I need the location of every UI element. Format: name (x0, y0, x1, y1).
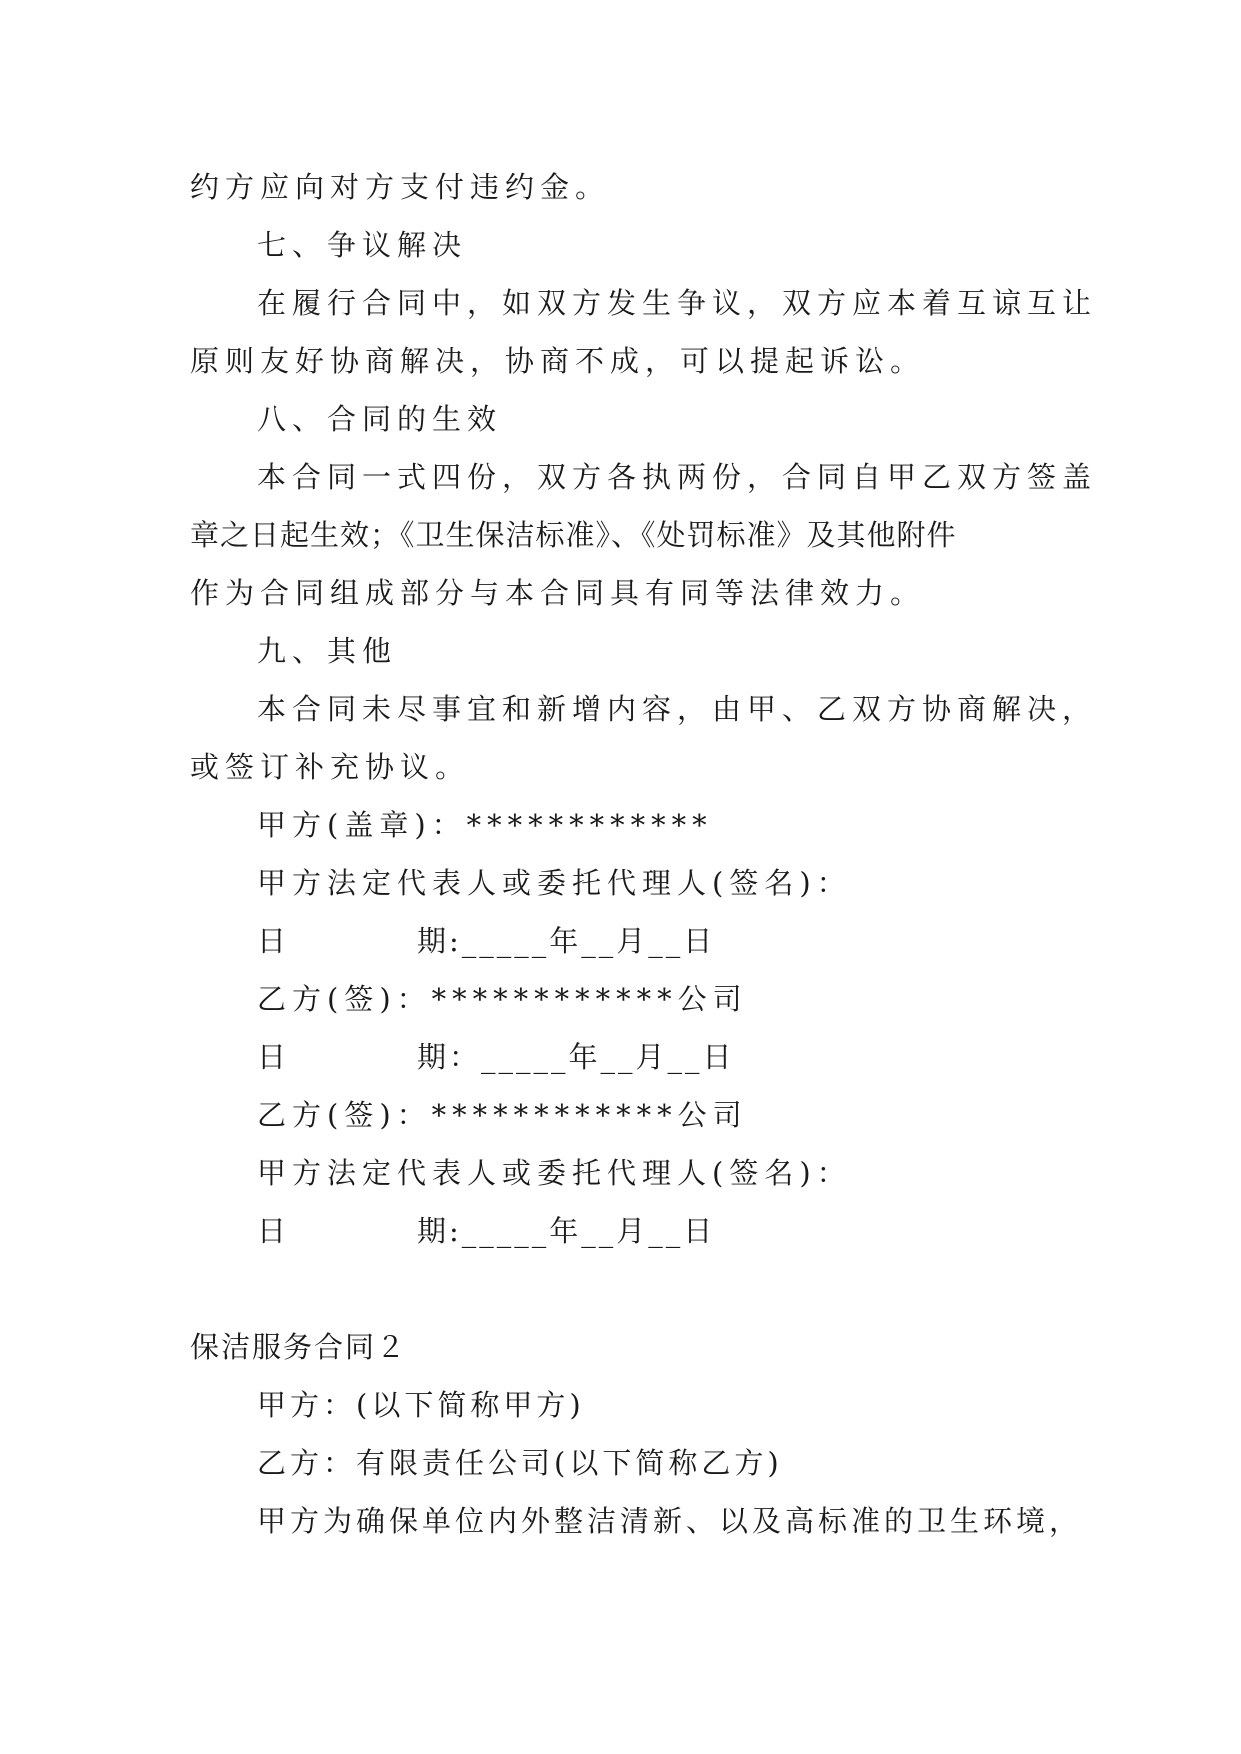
paragraph-line: 约方应向对方支付违约金。 (190, 170, 611, 204)
paragraph-line: 本合同一式四份，双方各执两份，合同自甲乙双方签盖 (257, 460, 1098, 494)
date-line: 日 期:_____年__月__日 (257, 924, 716, 958)
paragraph-line: 或签订补充协议。 (190, 750, 471, 784)
paragraph-line: 作为合同组成部分与本合同具有同等法律效力。 (190, 576, 926, 610)
signature-line: 乙方(签)：************公司 (257, 1098, 748, 1132)
paragraph-line: 在履行合同中，如双方发生争议，双方应本着互谅互让 (257, 286, 1098, 320)
paragraph-line: 章之日起生效；《卫生保洁标准》、《处罚标准》及其他附件 (190, 518, 957, 552)
signature-line: 甲方(盖章)：************ (257, 808, 713, 842)
signature-line: 甲方法定代表人或委托代理人(签名)： (257, 866, 852, 900)
party-line: 乙方：有限责任公司(以下简称乙方) (257, 1446, 783, 1480)
section-heading: 八、合同的生效 (257, 402, 503, 436)
paragraph-line: 原则友好协商解决，协商不成，可以提起诉讼。 (190, 344, 926, 378)
section-heading: 七、争议解决 (257, 228, 468, 262)
contract-title: 保洁服务合同２ (190, 1330, 408, 1364)
paragraph-line: 本合同未尽事宜和新增内容，由甲、乙双方协商解决， (257, 692, 1098, 726)
section-heading: 九、其他 (257, 634, 398, 668)
signature-line: 乙方(签)：************公司 (257, 982, 748, 1016)
paragraph-line: 甲方为确保单位内外整洁清新、以及高标准的卫生环境， (257, 1504, 1083, 1538)
date-line: 日 期:_____年__月__日 (257, 1214, 716, 1248)
signature-line: 甲方法定代表人或委托代理人(签名)： (257, 1156, 852, 1190)
date-line: 日 期：_____年__月__日 (257, 1040, 735, 1074)
party-line: 甲方：(以下简称甲方) (257, 1388, 585, 1422)
